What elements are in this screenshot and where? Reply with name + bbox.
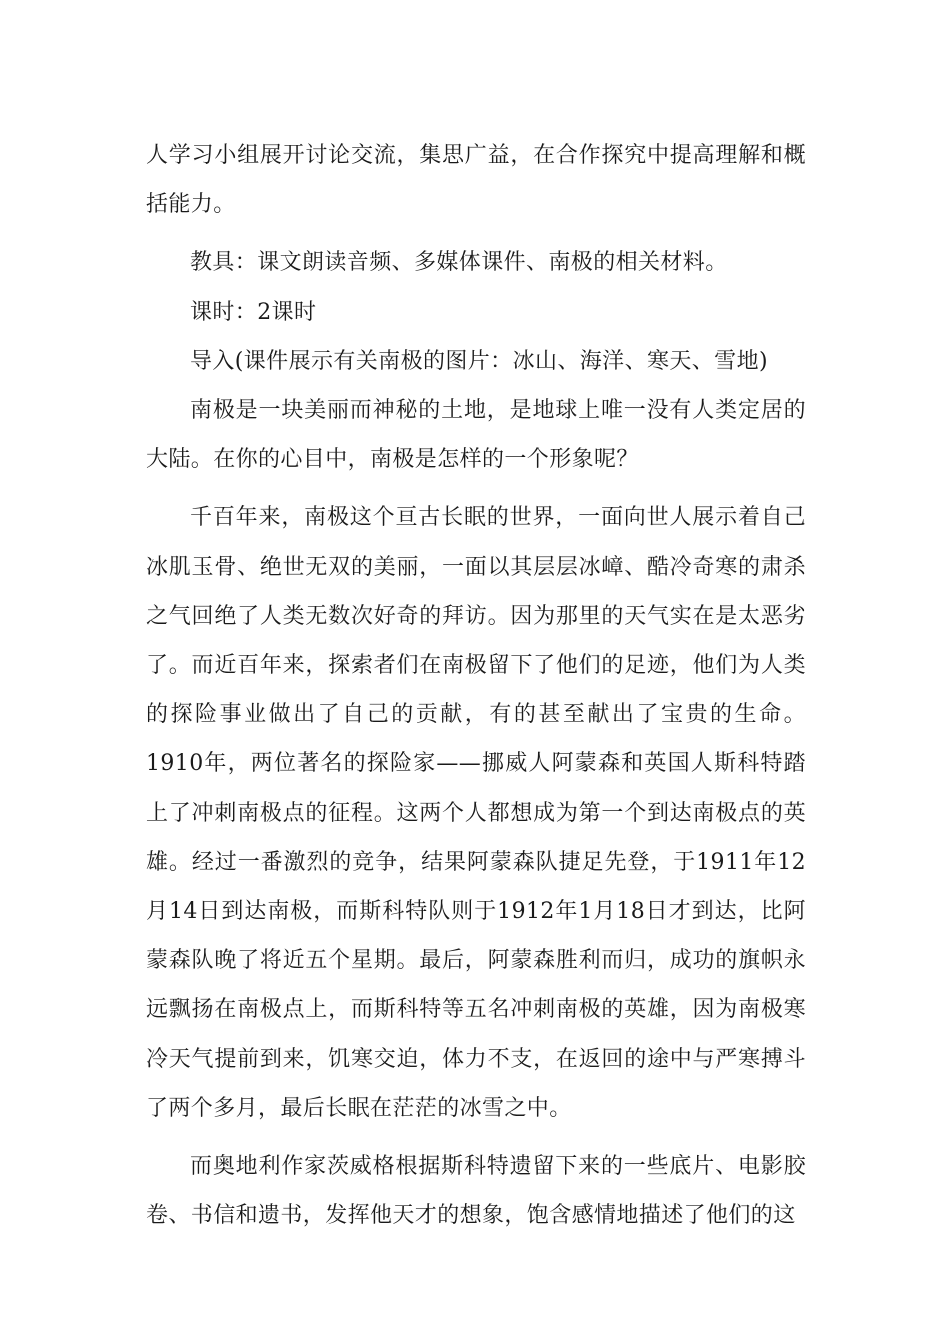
document-body [146,131,806,1240]
paragraph-introduction: 导入(课件展示有关南极的图片：冰山、海洋、寒天、雪地) [190,348,768,374]
paragraph-group-study: 人学习小组展开讨论交流，集思广益，在合作探究中提高理解和概括能力。 [146,143,806,218]
paragraph-class-hours: 课时：2课时 [190,299,317,325]
paragraph-zweig: 而奥地利作家茨威格根据斯科特遗留下来的一些底片、电影胶卷、书信和遗书，发挥他天才的想象，饱含感情地描述了他们的这 [146,1154,806,1229]
paragraph-antarctica-history: 千百年来，南极这个亘古长眠的世界，一面向世人展示着自己冰肌玉骨、绝世无双的美丽，一面以其层层冰嶂、酷冷奇寒的肃杀之气回绝了人类无数次好奇的拜访。因为那里的天气实在是太恶劣了。而近百年来，探索者们在南极留下了他们的足迹，他们为人类的探险事业做出了自己的贡献，有的甚至献出了宝贵的生命。1910年，两位著名的探险家——挪威人阿蒙森和英国人斯科特踏上了冲刺南极点的征程。这两个人都想成为第一个到达南极点的英雄。经过一番激烈的竞争，结果阿蒙森队捷足先登，于1911年12月14日到达南极，而斯科特队则于1912年1月18日才到达，比阿蒙森队晚了将近五个星期。最后，阿蒙森胜利而归，成功的旗帜永远飘扬在南极点上，而斯科特等五名冲刺南极的英雄，因为南极寒冷天气提前到来，饥寒交迫，体力不支，在返回的途中与严寒搏斗了两个多月，最后长眠在茫茫的冰雪之中。 [146,505,806,1121]
paragraph-teaching-tools: 教具：课文朗读音频、多媒体课件、南极的相关材料。 [190,250,728,276]
paragraph-antarctica-intro: 南极是一块美丽而神秘的土地，是地球上唯一没有人类定居的大陆。在你的心目中，南极是怎样的一个形象呢？ [146,398,806,473]
